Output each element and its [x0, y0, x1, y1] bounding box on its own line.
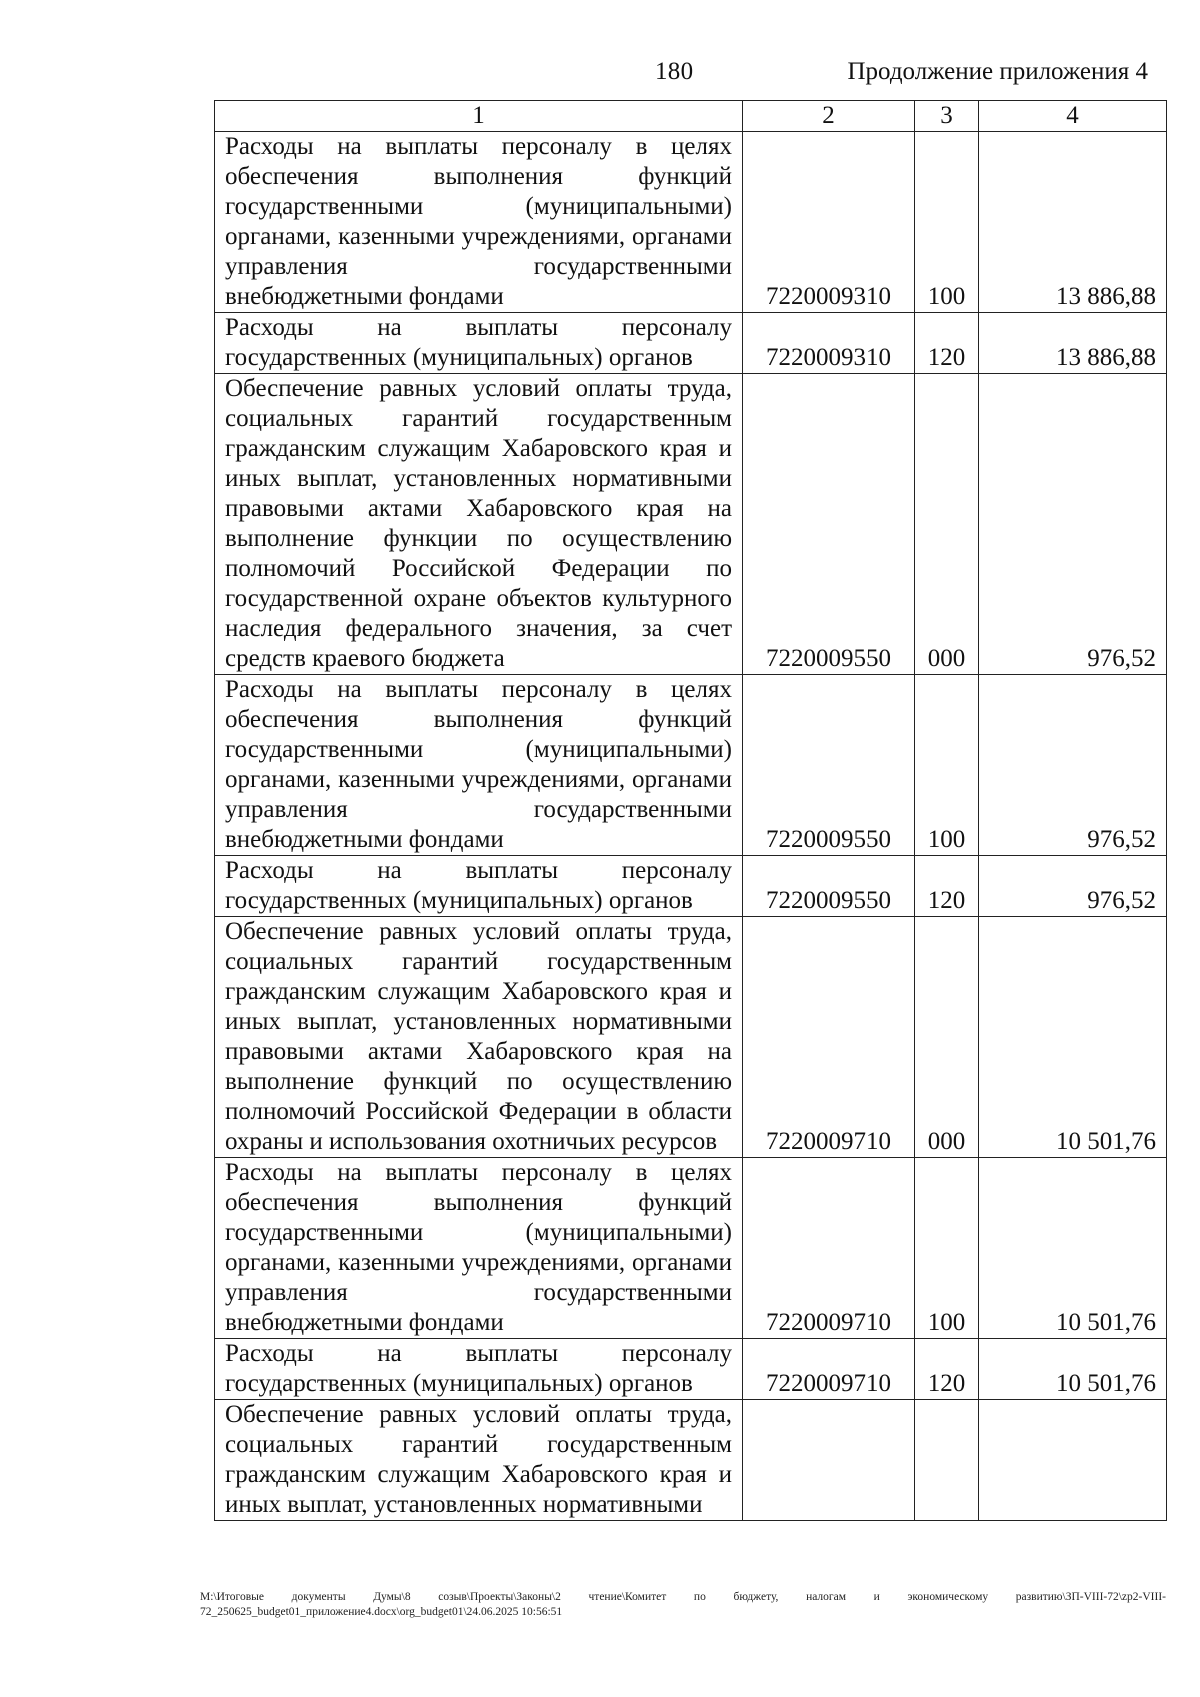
table-row: [215, 1158, 1167, 1339]
table-row: [215, 1400, 1167, 1521]
row-amount: 10 501,76: [979, 1339, 1167, 1400]
row-description: Обеспечение равных условий оплаты труда, социальных гарантий государственным гражданским служащим Хабаровского края и иных выплат, установленных нормативными правовыми актами Хабаровского края на выполнение функции по осуществлению полномочий Российской Федерации по государственной охране объектов культурного наследия федерального значения, за счет средств краевого бюджета: [215, 374, 743, 675]
row-expense-type: 120: [915, 313, 979, 374]
table-header-row: [215, 101, 1167, 132]
row-expense-type: 120: [915, 1339, 979, 1400]
row-amount: 976,52: [979, 675, 1167, 856]
row-amount: 10 501,76: [979, 1158, 1167, 1339]
row-description: Расходы на выплаты персоналу в целях обеспечения выполнения функций государственными (муниципальными) органами, казенными учреждениями, органами управления государственными внебюджетными фондами: [215, 1158, 743, 1339]
appendix-continuation-label: Продолжение приложения 4: [847, 58, 1148, 85]
row-expense-type: 000: [915, 374, 979, 675]
table-row: [215, 1339, 1167, 1400]
row-target-code: 7220009550: [743, 374, 915, 675]
page-number: 180: [655, 58, 694, 85]
row-expense-type: 100: [915, 675, 979, 856]
column-header-4: 4: [979, 101, 1167, 132]
row-description: Расходы на выплаты персоналу государственных (муниципальных) органов: [215, 313, 743, 374]
row-target-code: 7220009710: [743, 1158, 915, 1339]
column-header-2: 2: [743, 101, 915, 132]
row-target-code: 7220009310: [743, 132, 915, 313]
row-amount: 13 886,88: [979, 313, 1167, 374]
row-amount: [979, 1400, 1167, 1521]
row-description: Расходы на выплаты персоналу в целях обеспечения выполнения функций государственными (муниципальными) органами, казенными учреждениями, органами управления государственными внебюджетными фондами: [215, 675, 743, 856]
table-row: [215, 374, 1167, 675]
row-target-code: 7220009710: [743, 917, 915, 1158]
row-expense-type: 100: [915, 1158, 979, 1339]
table-row: [215, 917, 1167, 1158]
budget-table: [214, 100, 1167, 1521]
row-description: Обеспечение равных условий оплаты труда, социальных гарантий государственным гражданским служащим Хабаровского края и иных выплат, установленных нормативными правовыми актами Хабаровского края на выполнение функций по осуществлению полномочий Российской Федерации в области охраны и использования охотничьих ресурсов: [215, 917, 743, 1158]
table-row: [215, 132, 1167, 313]
row-description: Обеспечение равных условий оплаты труда, социальных гарантий государственным гражданским служащим Хабаровского края и иных выплат, установленных нормативными: [215, 1400, 743, 1521]
row-amount: 13 886,88: [979, 132, 1167, 313]
row-expense-type: 120: [915, 856, 979, 917]
row-amount: 976,52: [979, 374, 1167, 675]
table-row: [215, 313, 1167, 374]
row-expense-type: 000: [915, 917, 979, 1158]
column-header-1: 1: [215, 101, 743, 132]
table-row: [215, 675, 1167, 856]
row-description: Расходы на выплаты персоналу государственных (муниципальных) органов: [215, 856, 743, 917]
row-expense-type: [915, 1400, 979, 1521]
row-target-code: [743, 1400, 915, 1521]
row-amount: 10 501,76: [979, 917, 1167, 1158]
row-description: Расходы на выплаты персоналу в целях обеспечения выполнения функций государственными (муниципальными) органами, казенными учреждениями, органами управления государственными внебюджетными фондами: [215, 132, 743, 313]
document-file-path-footer: М:\Итоговые документы Думы\8 созыв\Проекты\Законы\2 чтение\Комитет по бюджету, налогам и экономическому развитию\ЗП-VIII-72\zp2-VIII-72_250625_budget01_приложение4.docx\org_budget01\24.06.2025 10:56:51: [200, 1591, 1166, 1618]
column-header-3: 3: [915, 101, 979, 132]
row-target-code: 7220009710: [743, 1339, 915, 1400]
row-amount: 976,52: [979, 856, 1167, 917]
row-target-code: 7220009550: [743, 856, 915, 917]
row-description: Расходы на выплаты персоналу государственных (муниципальных) органов: [215, 1339, 743, 1400]
table-row: [215, 856, 1167, 917]
row-target-code: 7220009550: [743, 675, 915, 856]
row-target-code: 7220009310: [743, 313, 915, 374]
row-expense-type: 100: [915, 132, 979, 313]
